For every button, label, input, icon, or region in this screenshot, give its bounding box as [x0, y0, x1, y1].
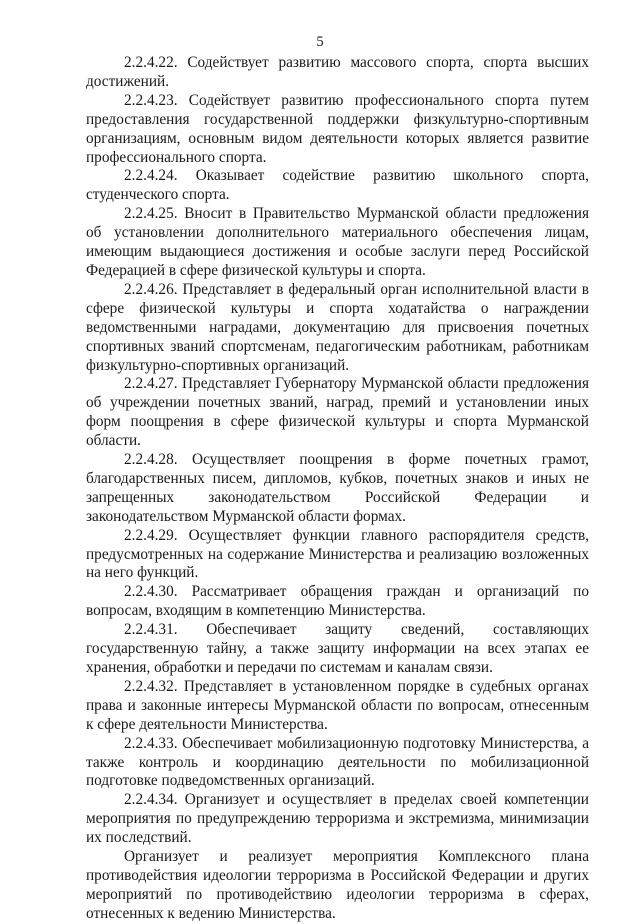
- paragraph-2-2-4-33: 2.2.4.33. Обеспечивает мобилизационную подготовку Министерства, а также контроль и координацию деятельности по мобилизационной подготовке подведомственных организаций.: [86, 734, 589, 790]
- page-number: 5: [316, 34, 324, 50]
- paragraph-2-2-4-23: 2.2.4.23. Содействует развитию профессионального спорта путем предоставления государственной поддержки физкультурно-спортивным организациям, основным видом деятельности которых является развитие профессионального спорта.: [86, 91, 589, 166]
- paragraph-2-2-4-29: 2.2.4.29. Осуществляет функции главного распорядителя средств, предусмотренных на содержание Министерства и реализацию возложенных на него функций.: [86, 526, 589, 582]
- paragraph-2-2-4-27: 2.2.4.27. Представляет Губернатору Мурманской области предложения об учреждении почетных званий, наград, премий и установлении иных форм поощрения в сфере физической культуры и спорта Мурманской области.: [86, 375, 589, 450]
- paragraph-2-2-4-28: 2.2.4.28. Осуществляет поощрения в форме почетных грамот, благодарственных писем, дипломов, кубков, почетных знаков и иных не запрещенных законодательством Российской Федерации и законодательством Мурманской области формах.: [86, 451, 589, 525]
- paragraph-2-2-4-31: 2.2.4.31. Обеспечивает защиту сведений, составляющих государственную тайну, а также защиту информации на всех этапах ее хранения, обработки и передачи по системам и каналам связи.: [86, 621, 589, 676]
- paragraph-2-2-4-32: 2.2.4.32. Представляет в установленном порядке в судебных органах права и законные интересы Мурманской области по вопросам, отнесенным к сфере деятельности Министерства.: [86, 677, 589, 733]
- paragraph-2-2-4-25: 2.2.4.25. Вносит в Правительство Мурманской области предложения об установлении дополнительного материального обеспечения лицам, имеющим выдающиеся достижения и особые заслуги перед Российской Федерацией в сфере физической культуры и спорта.: [86, 205, 589, 279]
- paragraph-2-2-4-24: 2.2.4.24. Оказывает содействие развитию школьного спорта, студенческого спорта.: [86, 167, 589, 204]
- document-body: [86, 54, 589, 924]
- paragraph-organizes-measures: Организует и реализует мероприятия Комплексного плана противодействия идеологии терроризма в Российской Федерации и других мероприятий по противодействию идеологии терроризма в сферах, отнесенных к ведению Министерства.: [86, 848, 589, 922]
- paragraph-2-2-4-34: 2.2.4.34. Организует и осуществляет в пределах своей компетенции мероприятия по предупреждению терроризма и экстремизма, минимизации их последствий.: [86, 791, 589, 847]
- paragraph-2-2-4-30: 2.2.4.30. Рассматривает обращения граждан и организаций по вопросам, входящим в компетенцию Министерства.: [86, 583, 589, 620]
- paragraph-2-2-4-22: 2.2.4.22. Содействует развитию массового спорта, спорта высших достижений.: [86, 54, 589, 90]
- paragraph-2-2-4-26: 2.2.4.26. Представляет в федеральный орган исполнительной власти в сфере физической культуры и спорта ходатайства о награждении ведомственными наградами, документацию для присвоения почетных спортивных званий спортсменам, педагогическим работникам, работникам физкультурно-спортивных организаций.: [86, 280, 589, 374]
